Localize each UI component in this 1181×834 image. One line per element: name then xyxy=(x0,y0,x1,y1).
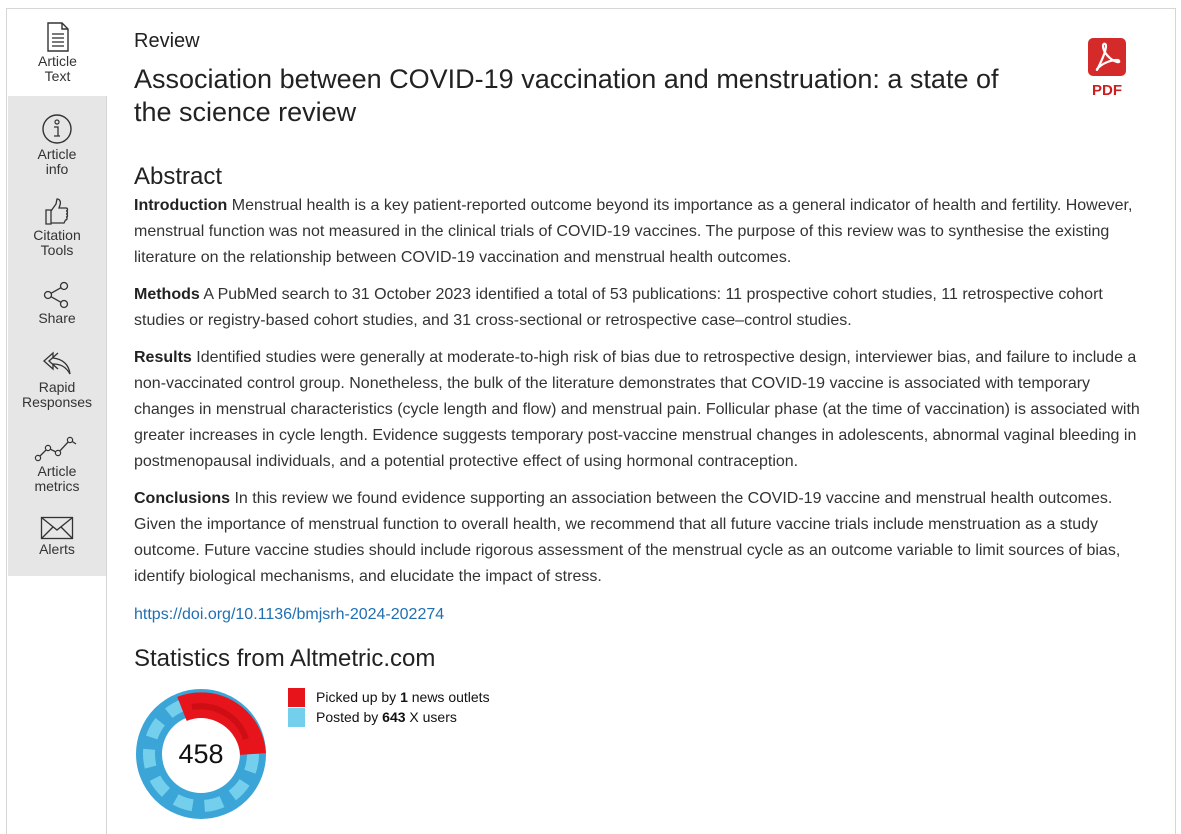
legend-count: 643 xyxy=(382,709,406,725)
article-main xyxy=(134,30,1144,829)
altmetric-heading: Statistics from Altmetric.com xyxy=(134,645,436,672)
reply-icon xyxy=(41,350,73,378)
abstract-methods xyxy=(134,282,1144,334)
sidebar-item-label: Text xyxy=(44,68,71,84)
legend-count: 1 xyxy=(400,689,408,705)
legend-swatch-news xyxy=(288,688,305,707)
share-icon xyxy=(42,281,72,309)
legend-prefix: Posted by xyxy=(316,709,383,725)
abstract-results xyxy=(134,345,1144,475)
envelope-icon xyxy=(40,516,74,540)
sidebar-item-article-text[interactable] xyxy=(8,10,107,96)
line-chart-icon xyxy=(34,434,80,462)
sidebar-item-label: metrics xyxy=(34,478,80,494)
sidebar-item-label: Share xyxy=(38,309,76,326)
sidebar-item-article-info[interactable] xyxy=(8,96,106,186)
thumbs-up-icon xyxy=(44,198,70,226)
section-text: Identified studies were generally at moderate-to-high risk of bias due to retrospective design, interviewer bias, and failure to include a non-vaccinated control group. Nonetheless, the bulk of the literature demonstrates that COVID-19 vaccine is associated with temporary changes in menstrual characteristics (cycle length and flow) and menstrual pain. Follicular phase (at the time of vaccination) is associated with greater increases in cycle length. Evidence suggests temporary post-vaccine menstrual changes in adolescents, abnormal vaginal bleeding in postmenopausal individuals, and a potential protective effect of using hormonal contraception. xyxy=(134,349,1145,470)
sidebar-item-label: Article xyxy=(38,53,77,69)
article-type: Review xyxy=(134,30,200,52)
sidebar-item-label: Article xyxy=(37,463,77,479)
section-label: Results xyxy=(134,349,192,366)
abstract-body xyxy=(134,193,1144,590)
legend-swatch-x xyxy=(288,708,305,727)
sidebar-item-alerts[interactable] xyxy=(8,504,106,568)
doi-link[interactable]: https://doi.org/10.1136/bmjsrh-2024-202274 xyxy=(134,606,445,623)
article-title: Association between COVID-19 vaccination and menstruation: a state of the science review xyxy=(134,64,999,127)
altmetric-donut[interactable] xyxy=(134,687,268,821)
legend-x-users xyxy=(288,707,490,727)
sidebar-grey-panel xyxy=(8,96,107,576)
section-text: A PubMed search to 31 October 2023 identified a total of 53 publications: 11 prospective cohort studies, 11 retrospective cohort studies or registry-based cohort studies, and 31 cross-sectional or retrospective case–control studies. xyxy=(134,286,1108,329)
legend-suffix: X users xyxy=(405,709,457,725)
sidebar-item-label: Responses xyxy=(21,394,93,410)
article-sidebar xyxy=(8,10,107,576)
sidebar-item-article-metrics[interactable] xyxy=(8,424,106,504)
abstract-conclusions xyxy=(134,486,1144,590)
sidebar-item-label: Article xyxy=(37,146,77,162)
pdf-label: PDF xyxy=(1092,82,1122,99)
legend-news xyxy=(288,687,490,707)
section-text: Menstrual health is a key patient-reported outcome beyond its importance as a general indicator of health and fertility. However, menstrual function was not measured in the clinical trials of COVID-19 vaccines. The purpose of this review was to synthesise the existing literature on the relationship between COVID-19 vaccination and menstrual health outcomes. xyxy=(134,197,1137,266)
abstract-introduction xyxy=(134,193,1144,271)
altmetric-legend xyxy=(288,687,490,727)
section-label: Methods xyxy=(134,286,200,303)
abstract-heading: Abstract xyxy=(134,163,223,190)
sidebar-item-label: Citation xyxy=(33,227,81,243)
sidebar-item-label: info xyxy=(45,161,69,177)
altmetric-score: 458 xyxy=(178,739,224,769)
legend-prefix: Picked up by xyxy=(316,689,401,705)
sidebar-item-citation-tools[interactable] xyxy=(8,186,106,270)
legend-suffix: news outlets xyxy=(407,689,490,705)
info-icon xyxy=(41,113,73,145)
section-label: Conclusions xyxy=(134,490,231,507)
altmetric-widget[interactable] xyxy=(134,679,1144,829)
sidebar-item-share[interactable] xyxy=(8,270,106,336)
section-text: In this review we found evidence supporting an association between the COVID-19 vaccine and menstrual health outcomes. Given the importance of menstrual function to overall health, we recommend that all future vaccine trials include menstruation as a study outcome. Future vaccine studies should include rigorous assessment of the menstrual cycle as an outcome variable to limit sources of bias, identify biological mechanisms, and elucidate the impact of stress. xyxy=(134,490,1125,585)
sidebar-item-label: Tools xyxy=(40,242,74,258)
sidebar-divider xyxy=(106,96,107,834)
sidebar-item-label: Alerts xyxy=(39,540,75,557)
section-label: Introduction xyxy=(134,197,228,214)
sidebar-item-rapid-responses[interactable] xyxy=(8,336,106,424)
document-icon xyxy=(45,22,71,52)
sidebar-item-label: Rapid xyxy=(38,379,76,395)
